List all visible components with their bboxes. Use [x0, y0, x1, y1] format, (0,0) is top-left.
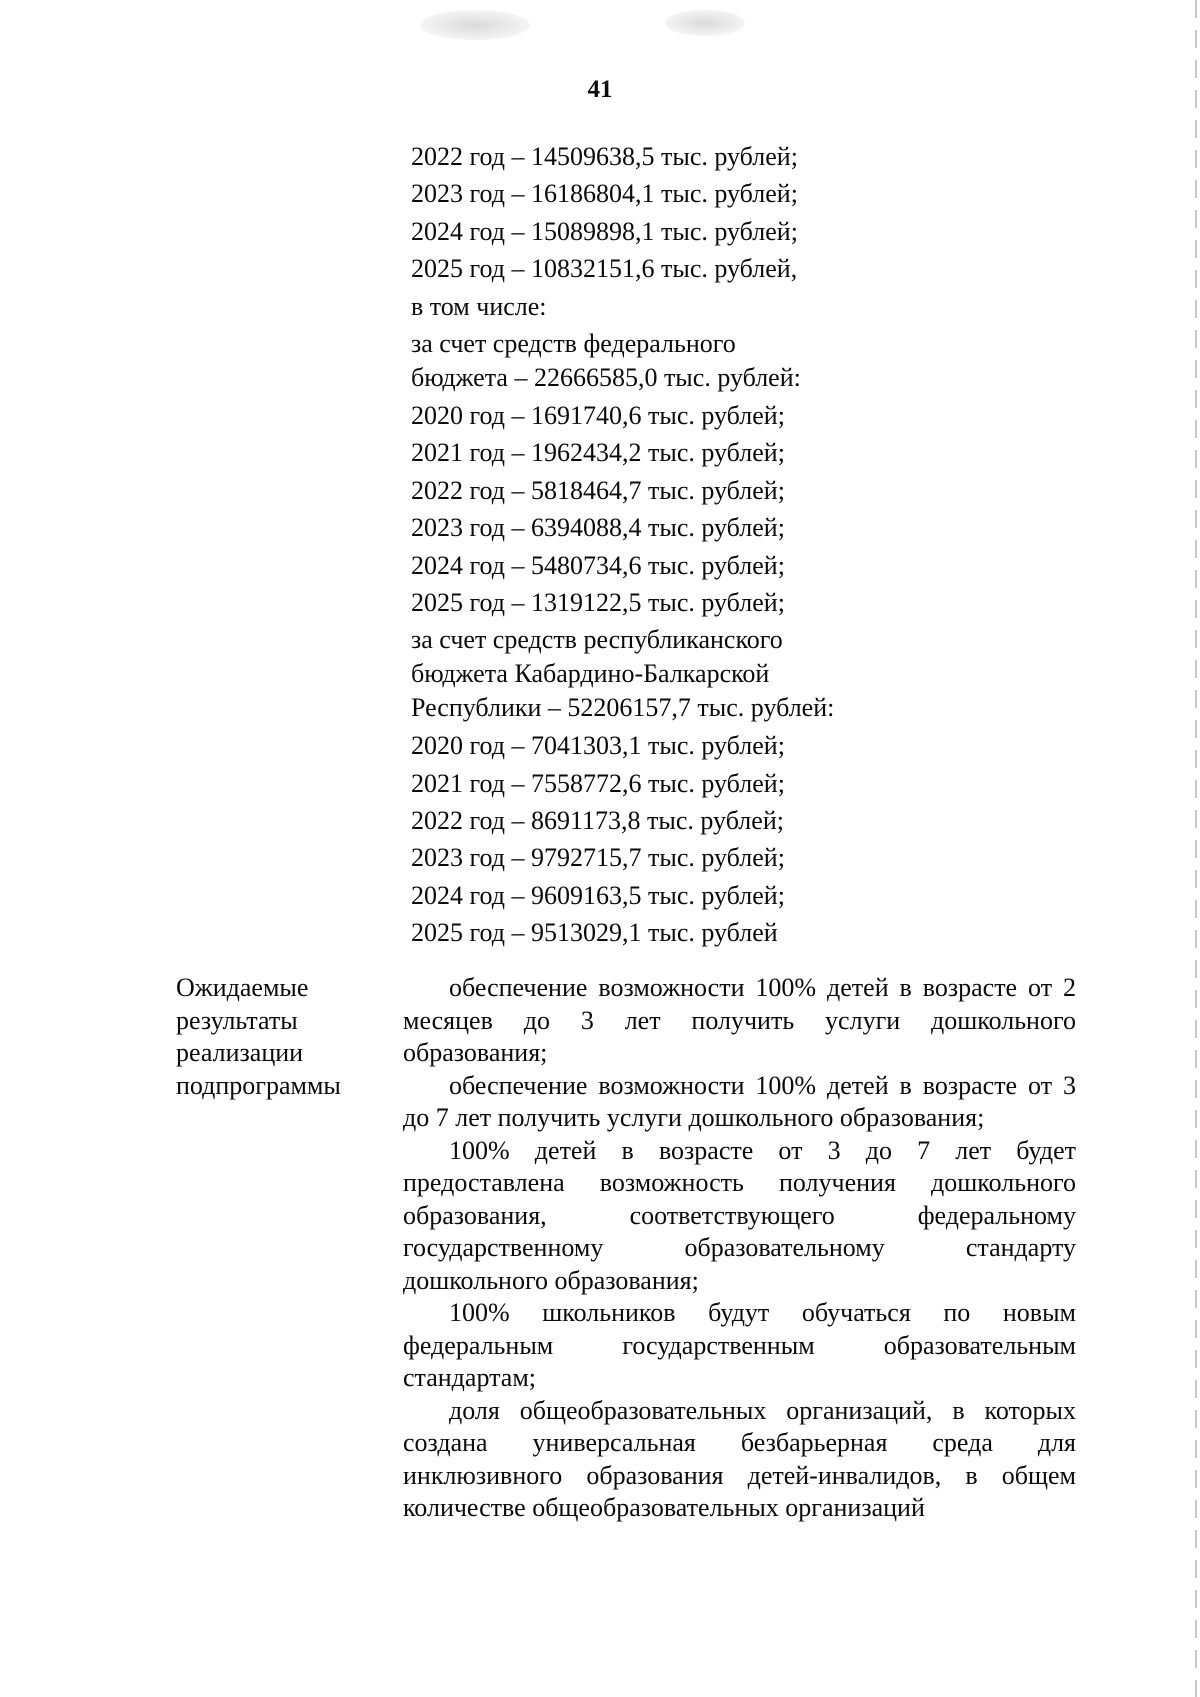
funding-line: 2023 год – 9792715,7 тыс. рублей; — [411, 843, 785, 873]
result-paragraph: 100% школьников будут обучаться по новым федеральным государственным образовательным стандартам; — [403, 1298, 1076, 1392]
funding-line: 2022 год – 5818464,7 тыс. рублей; — [411, 475, 785, 505]
expected-results — [403, 972, 1076, 1525]
scan-edge-line — [1195, 0, 1197, 1697]
funding-line: бюджета – 22666585,0 тыс. рублей: — [411, 362, 801, 392]
funding-line: 2024 год – 5480734,6 тыс. рублей; — [411, 550, 785, 580]
results-label — [176, 972, 386, 1102]
funding-line: за счет средств республиканского — [411, 625, 783, 655]
results-label-line: подпрограммы — [176, 1070, 341, 1100]
funding-line: 2025 год – 9513029,1 тыс. рублей — [411, 918, 778, 948]
page-number: 41 — [587, 76, 613, 103]
funding-line: 2024 год – 15089898,1 тыс. рублей; — [411, 216, 798, 246]
funding-line: 2022 год – 14509638,5 тыс. рублей; — [411, 142, 798, 171]
results-label-line: реализации — [176, 1038, 304, 1067]
result-paragraph: обеспечение возможности 100% детей в возрасте от 2 месяцев до 3 лет получить услуги дошкольного образования; — [403, 973, 1076, 1067]
funding-breakdown — [411, 138, 931, 952]
results-label-line: Ожидаемые — [176, 973, 309, 1002]
funding-line: 2023 год – 16186804,1 тыс. рублей; — [411, 179, 798, 209]
funding-line: 2020 год – 1691740,6 тыс. рублей; — [411, 400, 785, 430]
funding-line: в том числе: — [411, 291, 547, 321]
results-label-line: результаты — [176, 1005, 298, 1035]
funding-line: за счет средств федерального — [411, 328, 736, 358]
funding-line: 2024 год – 9609163,5 тыс. рублей; — [411, 880, 785, 910]
funding-line: 2025 год – 1319122,5 тыс. рублей; — [411, 587, 785, 617]
funding-line: 2020 год – 7041303,1 тыс. рублей; — [411, 731, 785, 761]
result-paragraph: доля общеобразовательных организаций, в которых создана универсальная безбарьерная среда для инклюзивного образования детей-инвалидов, в общем количестве общеобразовательных организаций — [403, 1395, 1076, 1522]
funding-line: бюджета Кабардино-Балкарской — [411, 659, 770, 689]
funding-line: 2025 год – 10832151,6 тыс. рублей, — [411, 254, 798, 284]
funding-line: 2021 год – 1962434,2 тыс. рублей; — [411, 438, 785, 468]
funding-line: 2022 год – 8691173,8 тыс. рублей; — [411, 806, 784, 836]
scan-smudge-right — [665, 10, 745, 36]
funding-line: 2023 год – 6394088,4 тыс. рублей; — [411, 513, 785, 543]
result-paragraph: обеспечение возможности 100% детей в возрасте от 3 до 7 лет получить услуги дошкольного образования; — [403, 1070, 1076, 1132]
funding-line: 2021 год – 7558772,6 тыс. рублей; — [411, 768, 785, 798]
scan-smudge-left — [420, 10, 530, 40]
funding-line: Республики – 52206157,7 тыс. рублей: — [411, 693, 835, 723]
result-paragraph: 100% детей в возрасте от 3 до 7 лет будет предоставлена возможность получения дошкольного образования, соответствующего федеральному государственному образовательному стандарту дошкольного образования; — [403, 1135, 1076, 1295]
